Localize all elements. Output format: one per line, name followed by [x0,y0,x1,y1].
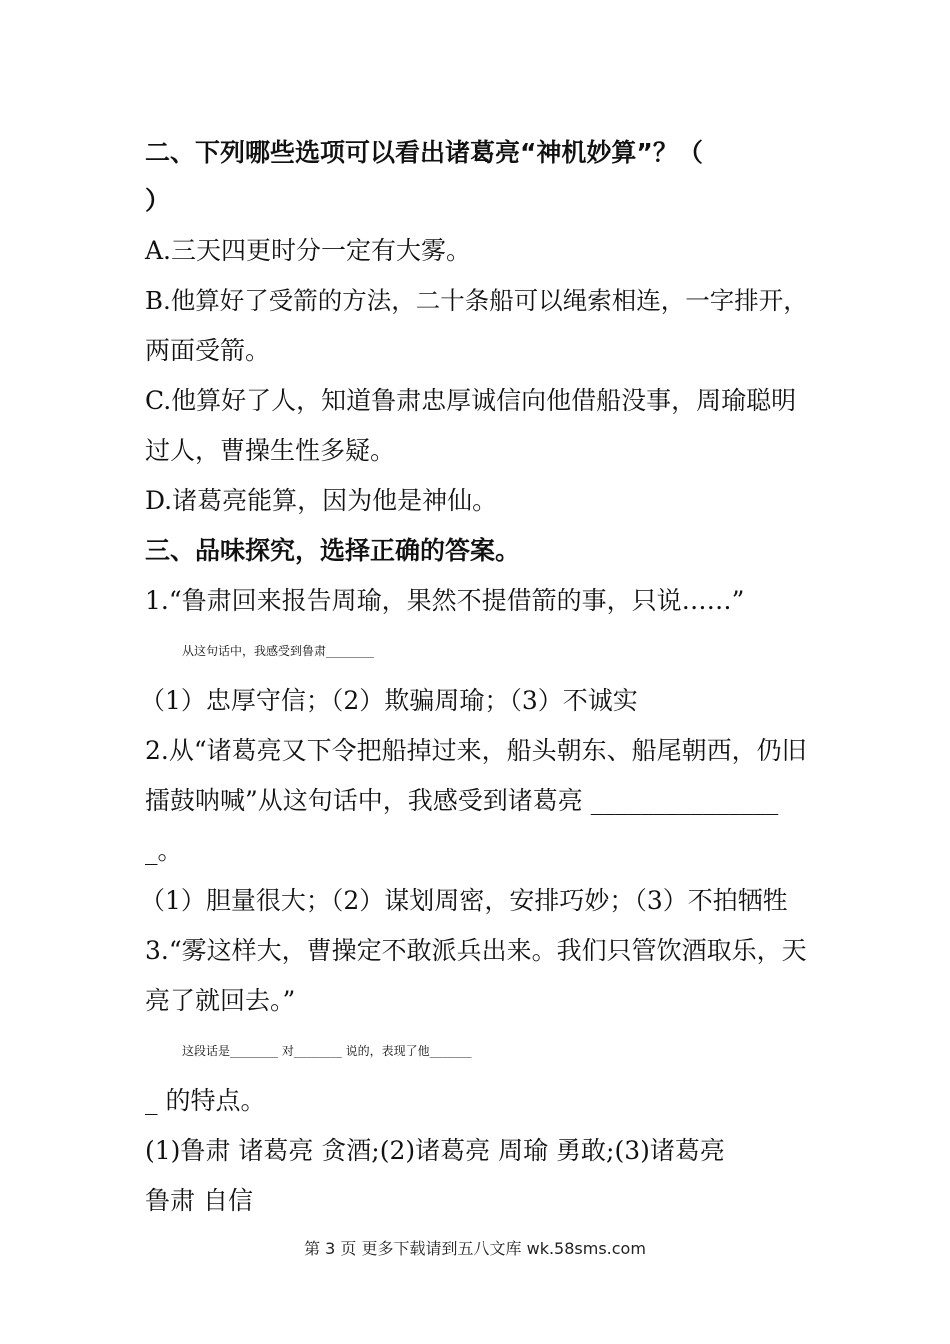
q1-line1: 1.“鲁肃回来报告周瑜，果然不提借箭的事，只说……” [145,586,745,615]
section2-option-c: C.他算好了人，知道鲁肃忠厚诚信向他借船没事，周瑜聪明 [145,386,797,415]
q3-choices1: (1)鲁肃 诸葛亮 贪酒;(2)诸葛亮 周瑜 勇敢;(3)诸葛亮 [145,1136,725,1165]
q1-line2: 从这句话中，我感受到鲁肃________ [182,644,375,658]
q3-line2: 亮了就回去。” [145,986,296,1015]
q1-choices: （1）忠厚守信；（2）欺骗周瑜；（3）不诚实 [140,686,638,715]
section2-option-c-cont: 过人，曹操生性多疑。 [145,436,396,465]
q3-line1: 3.“雾这样大，曹操定不敢派兵出来。我们只管饮酒取乐，天 [145,936,807,965]
section2-title-cont: ） [145,186,171,215]
section2-option-b: B.他算好了受箭的方法，二十条船可以绳索相连，一字排开， [145,286,808,315]
q2-line1: 2.从“诸葛亮又下令把船掉过来，船头朝东、船尾朝西，仍旧 [145,736,807,765]
q3-line3: 这段话是________ 对________ 说的，表现了他_______ [182,1044,472,1058]
section2-option-a: A.三天四更时分一定有大雾。 [145,236,472,265]
q3-choices2: 鲁肃 自信 [145,1186,253,1215]
q3-line4: _ 的特点。 [145,1086,266,1115]
q2-choices: （1）胆量很大；（2）谋划周密，安排巧妙；（3）不拍牺牲 [140,886,788,915]
section2-title: 二、下列哪些选项可以看出诸葛亮“神机妙算”？（ [145,138,703,167]
section3-title: 三、品味探究，选择正确的答案。 [145,536,521,565]
q2-line2: 擂鼓呐喊”从这句话中，我感受到诸葛亮 _______________ [145,786,779,815]
q2-line3: _。 [145,836,183,865]
section2-option-b-cont: 两面受箭。 [145,336,271,365]
page-footer: 第 3 页 更多下载请到五八文库 wk.58sms.com [304,1239,646,1258]
section2-option-d: D.诸葛亮能算，因为他是神仙。 [145,486,498,515]
